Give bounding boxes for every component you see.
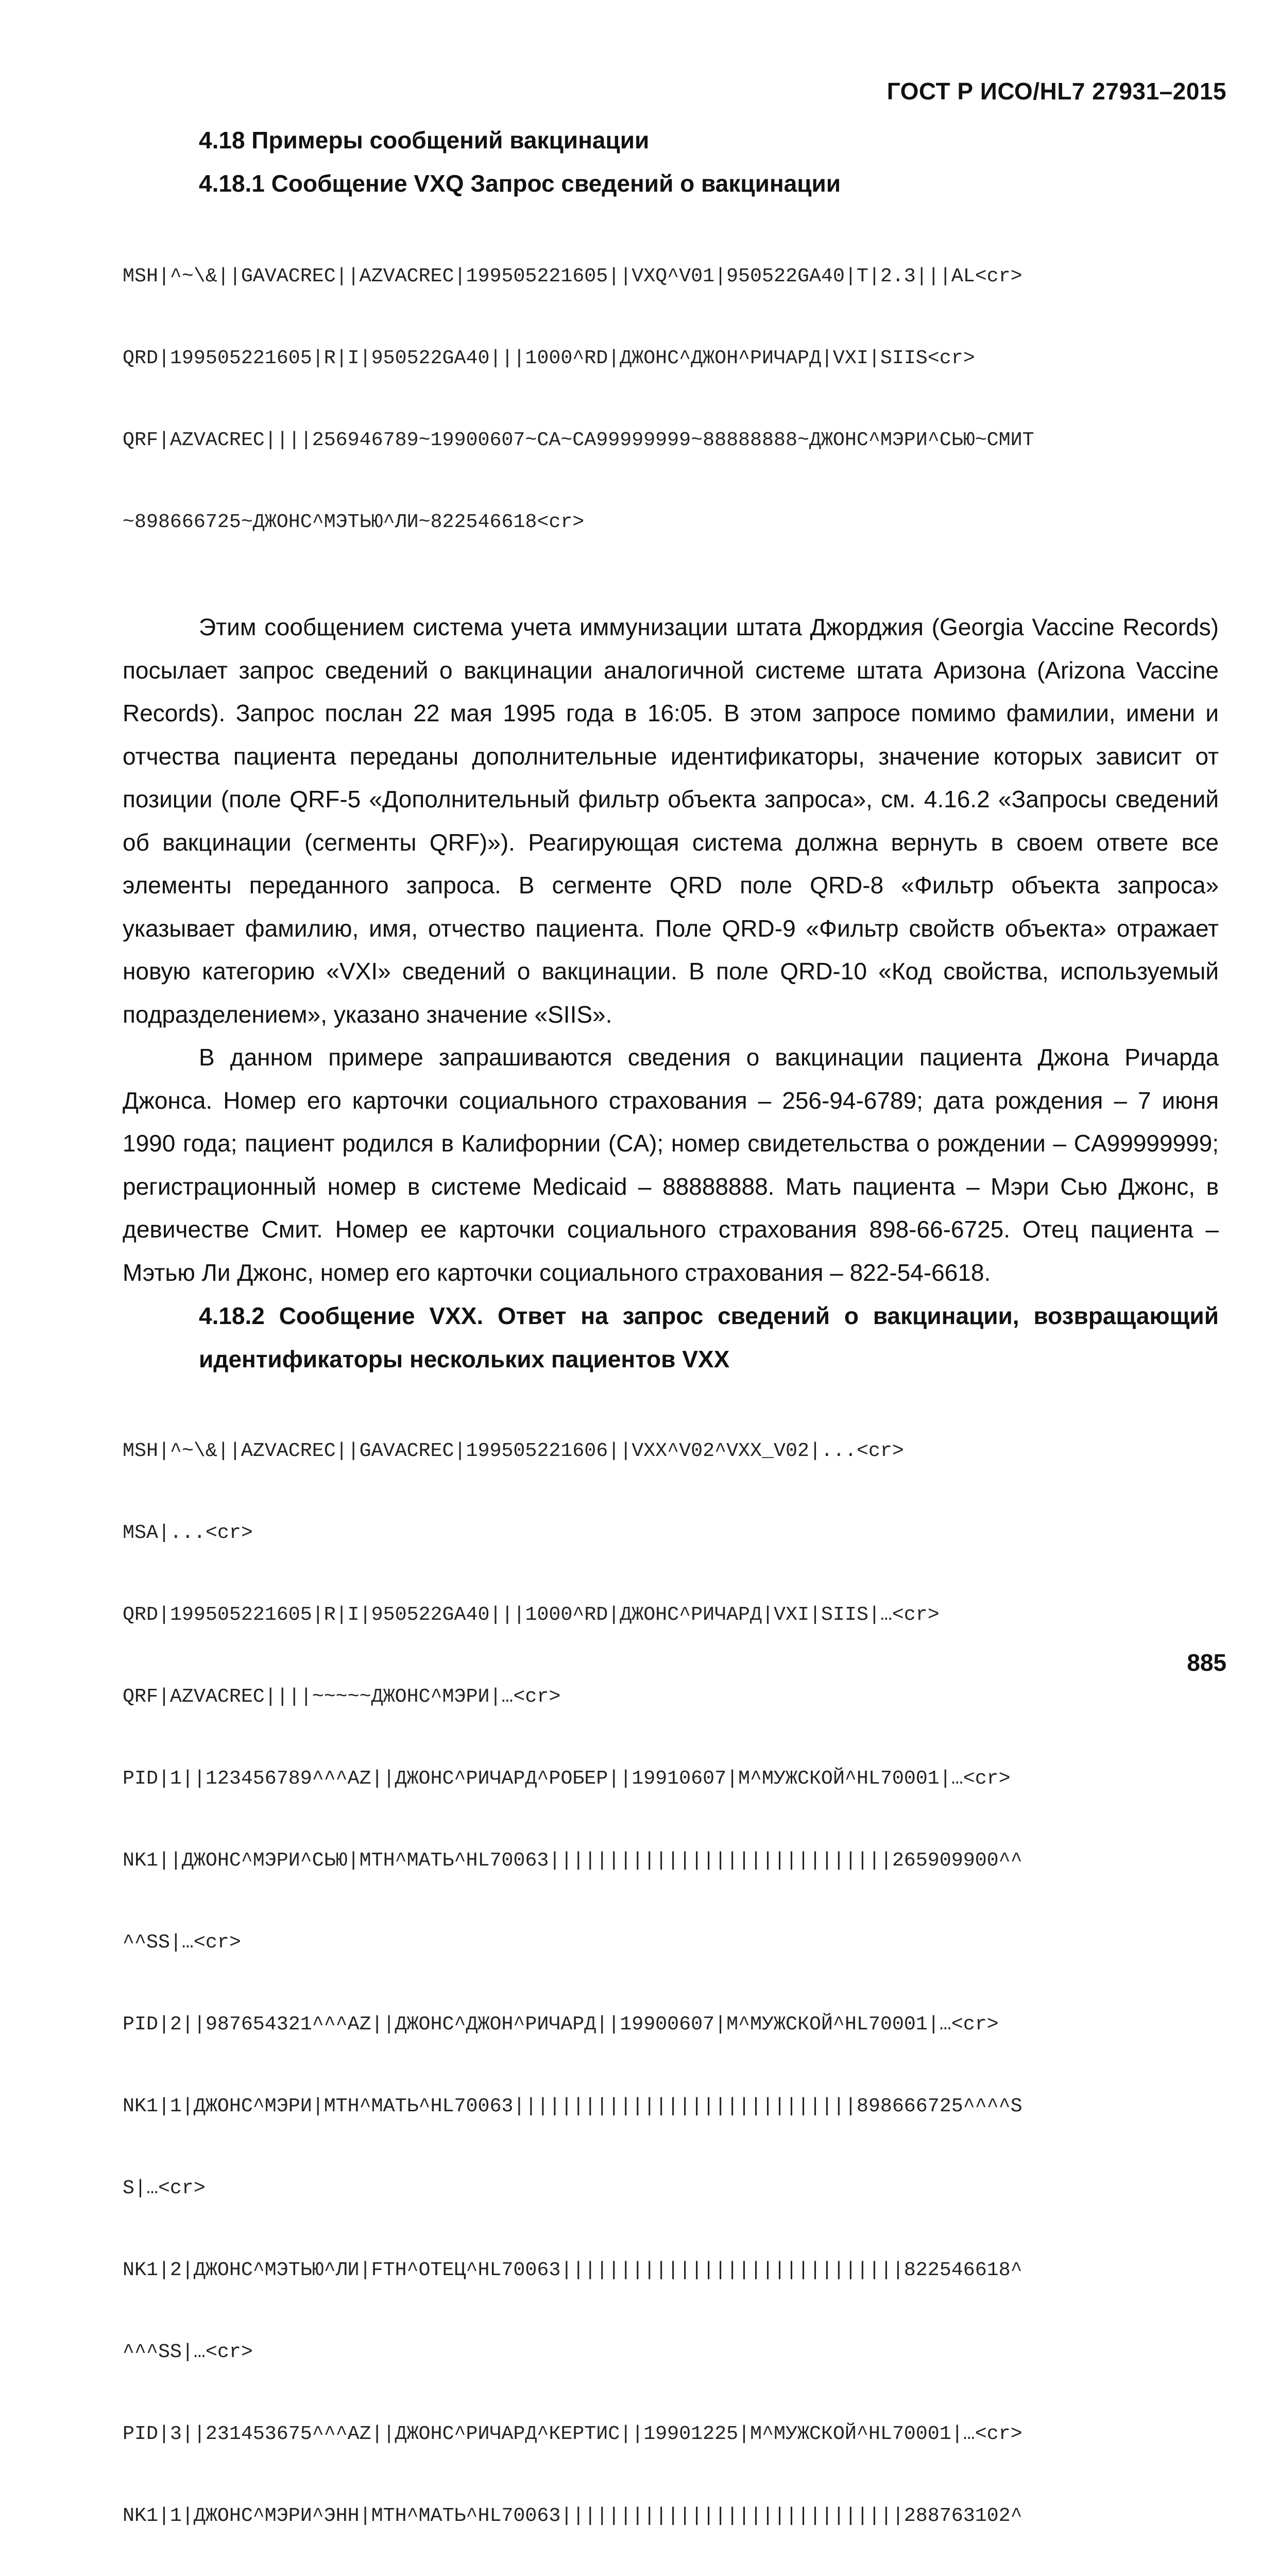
code-line: NK1||ДЖОНС^МЭРИ^СЬЮ|MTH^МАТЬ^HL70063|||||||||||||||||||||||||||||265909900^^ (123, 1849, 1023, 1872)
code-line: QRF|AZVACREC||||~~~~~ДЖОНС^МЭРИ|…<cr> (123, 1685, 561, 1708)
code-line: ^^SS|…<cr> (123, 1931, 241, 1954)
section-heading: 4.18 Примеры сообщений вакцинации (199, 127, 650, 154)
code-line: QRD|199505221605|R|I|950522GA40|||1000^RD|ДЖОНС^РИЧАРД|VXI|SIIS|…<cr> (123, 1603, 940, 1626)
code-line: NK1|1|ДЖОНС^МЭРИ^ЭНН|MTH^МАТЬ^HL70063|||||||||||||||||||||||||||||288763102^ (123, 2504, 1023, 2527)
code-line: PID|2||987654321^^^AZ||ДЖОНС^ДЖОН^РИЧАРД||19900607|M^МУЖСКОЙ^HL70001|…<cr> (123, 2013, 999, 2036)
code-line: PID|3||231453675^^^AZ||ДЖОНС^РИЧАРД^КЕРТИС||19901225|M^МУЖСКОЙ^HL70001|…<cr> (123, 2422, 1023, 2445)
page-content (123, 118, 1219, 2576)
vxx-message-code (123, 1383, 1219, 2576)
standard-header: ГОСТ Р ИСО/HL7 27931–2015 (887, 78, 1226, 105)
code-line: NK1|2|ДЖОНС^МЭТЬЮ^ЛИ|FTH^ОТЕЦ^HL70063|||||||||||||||||||||||||||||822546618^ (123, 2259, 1023, 2281)
code-line: PID|1||123456789^^^AZ||ДЖОНС^РИЧАРД^РОБЕР||19910607|M^МУЖСКОЙ^HL70001|…<cr> (123, 1767, 1011, 1790)
code-line: NK1|1|ДЖОНС^МЭРИ|MTH^МАТЬ^HL70063|||||||||||||||||||||||||||||898666725^^^^S (123, 2095, 1023, 2117)
code-line: S|…<cr> (123, 2177, 206, 2199)
code-line: QRD|199505221605|R|I|950522GA40|||1000^RD|ДЖОНС^ДЖОН^РИЧАРД|VXI|SIIS<cr> (123, 347, 975, 369)
subsection-heading-vxq: 4.18.1 Сообщение VXQ Запрос сведений о вакцинации (199, 170, 841, 197)
vxq-message-code (123, 208, 1219, 590)
code-line: MSH|^~\&||GAVACREC||AZVACREC|199505221605||VXQ^V01|950522GA40|T|2.3|||AL<cr> (123, 265, 1023, 287)
subsection-heading-vxx: 4.18.2 Сообщение VXX. Ответ на запрос сведений о вакцинации, возвращающий идентификаторы нескольких пациентов VXX (199, 1302, 1219, 1372)
code-line: MSA|...<cr> (123, 1521, 253, 1544)
code-line: MSH|^~\&||AZVACREC||GAVACREC|199505221606||VXX^V02^VXX_V02|...<cr> (123, 1439, 904, 1462)
page-number: 885 (1187, 1649, 1226, 1676)
code-line: QRF|AZVACREC||||256946789~19900607~CA~CA99999999~88888888~ДЖОНС^МЭРИ^СЬЮ~СМИТ (123, 429, 1034, 451)
code-line: ^^^SS|…<cr> (123, 2341, 253, 2363)
body-paragraph: В данном примере запрашиваются сведения о вакцинации пациента Джона Ричарда Джонса. Номер его карточки социального страхования – 256-94-6789; дата рождения – 7 июня 1990 года; пациент родился в Калифорнии (CA); номер свидетельства о рождении – CA99999999; регистрационный номер в системе Medicaid – 88888888. Мать пациента – Мэри Сью Джонс, в девичестве Смит. Номер ее карточки социального страхования 898-66-6725. Отец пациента – Мэтью Ли Джонс, номер его карточки социального страхования – 822-54-6618. (123, 1044, 1219, 1286)
body-paragraph: Этим сообщением система учета иммунизации штата Джорджия (Georgia Vaccine Records) посылает запрос сведений о вакцинации аналогичной системе штата Аризона (Arizona Vaccine Records). Запрос послан 22 мая 1995 года в 16:05. В этом запросе помимо фамилии, имени и отчества пациента переданы дополнительные идентификаторы, значение которых зависит от позиции (поле QRF-5 «Дополнительный фильтр объекта запроса», см. 4.16.2 «Запросы сведений об вакцинации (сегменты QRF)»). Реагирующая система должна вернуть в своем ответе все элементы переданного запроса. В сегменте QRD поле QRD-8 «Фильтр объекта запроса» указывает фамилию, имя, отчество пациента. Поле QRD-9 «Фильтр свойств объекта» отражает новую категорию «VXI» сведений о вакцинации. В поле QRD-10 «Код свойства, используемый подразделением», указано значение «SIIS». (123, 614, 1219, 1028)
code-line: ~898666725~ДЖОНС^МЭТЬЮ^ЛИ~822546618<cr> (123, 511, 585, 533)
